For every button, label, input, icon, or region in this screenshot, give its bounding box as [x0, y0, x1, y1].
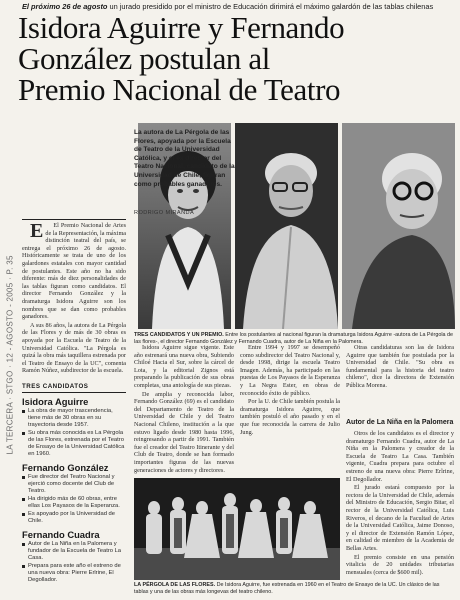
portrait-3-image [342, 123, 455, 329]
body-col2-para-1: Isidora Aguirre sigue vigente. Este año estrenará una nueva obra, Subiendo Chiloé Hacia el Sur, sobre la cárcel de Lota, y la editorial Zignos está preparando la publicación de sus obras completas, una antología de sus piezas. [134, 344, 234, 389]
stage-photo-caption [134, 582, 454, 595]
archive-stamp-text: LA TERCERA · STGO · 12 - AGOSTO - 2005 · P. 35 [5, 255, 15, 455]
sidebar-candidate [22, 462, 126, 525]
body-column-3 [240, 344, 340, 476]
sidebar-bullet: Autor de La Niña en la Palomera y fundador de la Escuela de Teatro La Casa. [22, 541, 126, 562]
archive-stamp [0, 90, 14, 590]
sidebar-candidate-name: Fernando González [22, 462, 109, 473]
body-column-5 [346, 430, 454, 598]
stage-caption-text: De Isidora Aguirre, fue estrenada en 1960 en el Teatro de Ensayo de la UC. Un clásico de las tablas y una de las obras más longevas del teatro chileno. [134, 582, 440, 595]
sidebar-candidate [22, 396, 126, 458]
sidebar-candidate-name: Fernando Cuadra [22, 529, 100, 540]
photo-caption-label: TRES CANDIDATOS Y UN PREMIO. [134, 332, 224, 338]
body-column-1 [22, 222, 126, 380]
body-column-2 [134, 344, 234, 476]
headline-line-3: Premio Nacional de Teatro [18, 72, 341, 107]
kicker-lead: El próximo 26 de agosto [22, 2, 108, 11]
body-col5-para-2: El jurado estará compuesto por la rectora de la Universidad de Chile, además del Ministro de Educación, Sergio Bitar, el rector de la Universidad Católica, Luis Riveros, el decano de la Facultad de Artes de la Universidad Católica, Jaime Donoso, y el director de Extensión Ramón López, en calidad de miembro de la Academia de Bellas Artes. [346, 484, 454, 552]
body-column-4 [346, 344, 454, 416]
sidebar-bullet: Ha dirigido más de 60 obras, entre ellas Los Payasos de la Esperanza. [22, 496, 126, 510]
body-col5-para-1: Otros de los candidatos es el director y dramaturgo Fernando Cuadra, autor de La Niña en la Palomera y creador de la Escuela de Teatro La Casa. También vigente, Cuadra prepara para octubre el estreno de una nueva obra: Pierre Erlrine, El Degollador. [346, 430, 454, 483]
headline-line-2: González postulan al [18, 41, 270, 76]
sidebar-bullet: La obra de mayor trascendencia, tiene más de 30 obras en su trayectoria desde 1957. [22, 408, 126, 429]
dropcap: E [30, 222, 44, 242]
body-col1-para-1: E El Premio Nacional de Artes de la Representación, la máxima distinción teatral del país, se entrega el próximo 26 de agosto. Históricamente se trata de uno de los galardones estatales con mayor cantidad de postulantes. Este año no ha sido diferente: más de diez personalidades de las tablas figuran como candidatos. El director Fernando González y la dramaturga Isidora Aguirre son los nombres que se dan como probables ganadores. [22, 222, 126, 321]
photo-caption-text: Entre los postulantes al nacional figuran la dramaturga Isidora Aguirre -autora de La Pérgola de las flores-, el director Fernando González y Fernando Cuadra, autor de La Niña en la Palomera. [134, 332, 454, 345]
sidebar-bullet: Es apoyado por la Universidad de Chile. [22, 511, 126, 525]
kicker-rest: un jurado presidido por el ministro de Educación dirimirá el máximo galardón de las tablas chilenas [109, 2, 434, 11]
sidebar-title: TRES CANDIDATOS [22, 383, 126, 393]
subhead: Autor de La Niña en la Palomera [346, 419, 454, 426]
column-rule [22, 219, 126, 220]
stage-caption-label: LA PÉRGOLA DE LAS FLORES. [134, 582, 216, 588]
sidebar-candidate [22, 529, 126, 584]
body-col4-para-1: Otras candidaturas son las de Isidora Aguirre que también fue postulada por la Universidad de Chile. "Su obra es fundamental para la historia del teatro chileno", dice la directora de Extensión Pública Morena. [346, 344, 454, 389]
body-col1-para-2: A sus 86 años, la autora de La Pérgola de las Flores y de más de 30 obras es apoyada por la Escuela de Teatro de la Universidad Católica. "La Pérgola es quizá la obra más taquillera estrenada por el Teatro de Ensayo de la UC", comenta Ramón Núñez, subdirector de la escuela. [22, 321, 126, 375]
sidebar-bullet: Fue director del Teatro Nacional y ejerció como docente del Club de Teatro. [22, 474, 126, 495]
headline-line-1: Isidora Aguirre y Fernando [18, 10, 345, 45]
byline: RODRIGO MIRANDA [134, 210, 195, 216]
sidebar-candidates [22, 383, 126, 583]
sidebar-bullet: Prepara para este año el estreno de una nueva obra: Pierre Erlrine, El Degollador. [22, 563, 126, 584]
body-col3-para-1: Entre 1994 y 1997 se desempeñó como subdirector del Teatro Nacional y, desde 1998, dirige la escuela Teatro Imagen. Además, ha participado en las puestas de Los Payasos de la Esperanza y La Negra Ester, en obras de reconocido éxito de público. [240, 344, 340, 397]
photo-fernando-gonzalez [235, 123, 338, 329]
photo-la-pergola-stage [134, 478, 340, 580]
body-col2-para-2: De amplia y reconocida labor, Fernando González (69) es el candidato del Departamento de Teatro de la Universidad de Chile y del Teatro Nacional Chileno, institución a la que estuvo ligado desde 1980 hasta 1996, reingresando a partir de 1991. También fue el creador del Teatro Itinerante y del Club de Teatro, donde se han formado importantes figuras de las nuevas generaciones de actores y directores. [134, 390, 234, 474]
sidebar-candidate-name: Isidora Aguirre [22, 396, 89, 407]
sidebar-bullet: Su obra más conocida es La Pérgola de las Flores, estrenada por el Teatro de Ensayo de la Universidad Católica en 1960. [22, 430, 126, 458]
stage-photo-image [134, 478, 340, 580]
photo-fernando-cuadra [342, 123, 455, 329]
headline [18, 12, 454, 105]
body-col5-para-3: El premio consiste en una pensión vitalicia de 20 unidades tributarias mensuales (cerca de $600 mil). [346, 553, 454, 576]
body-col3-para-2: Por la U. de Chile también postula la dramaturga Isidora Aguirre, que también postuló el año pasado y en el que fue reconocida la carrera de Julio Jung. [240, 398, 340, 436]
portrait-2-image [235, 123, 338, 329]
lead-paragraph: La autora de La Pérgola de las Flores, apoyada por la Escuela de Teatro de la Universidad Católica, y el ex director del Teatro Nacional, candidato de la Universidad de Chile, figuran como probables ganadores. [134, 129, 235, 188]
